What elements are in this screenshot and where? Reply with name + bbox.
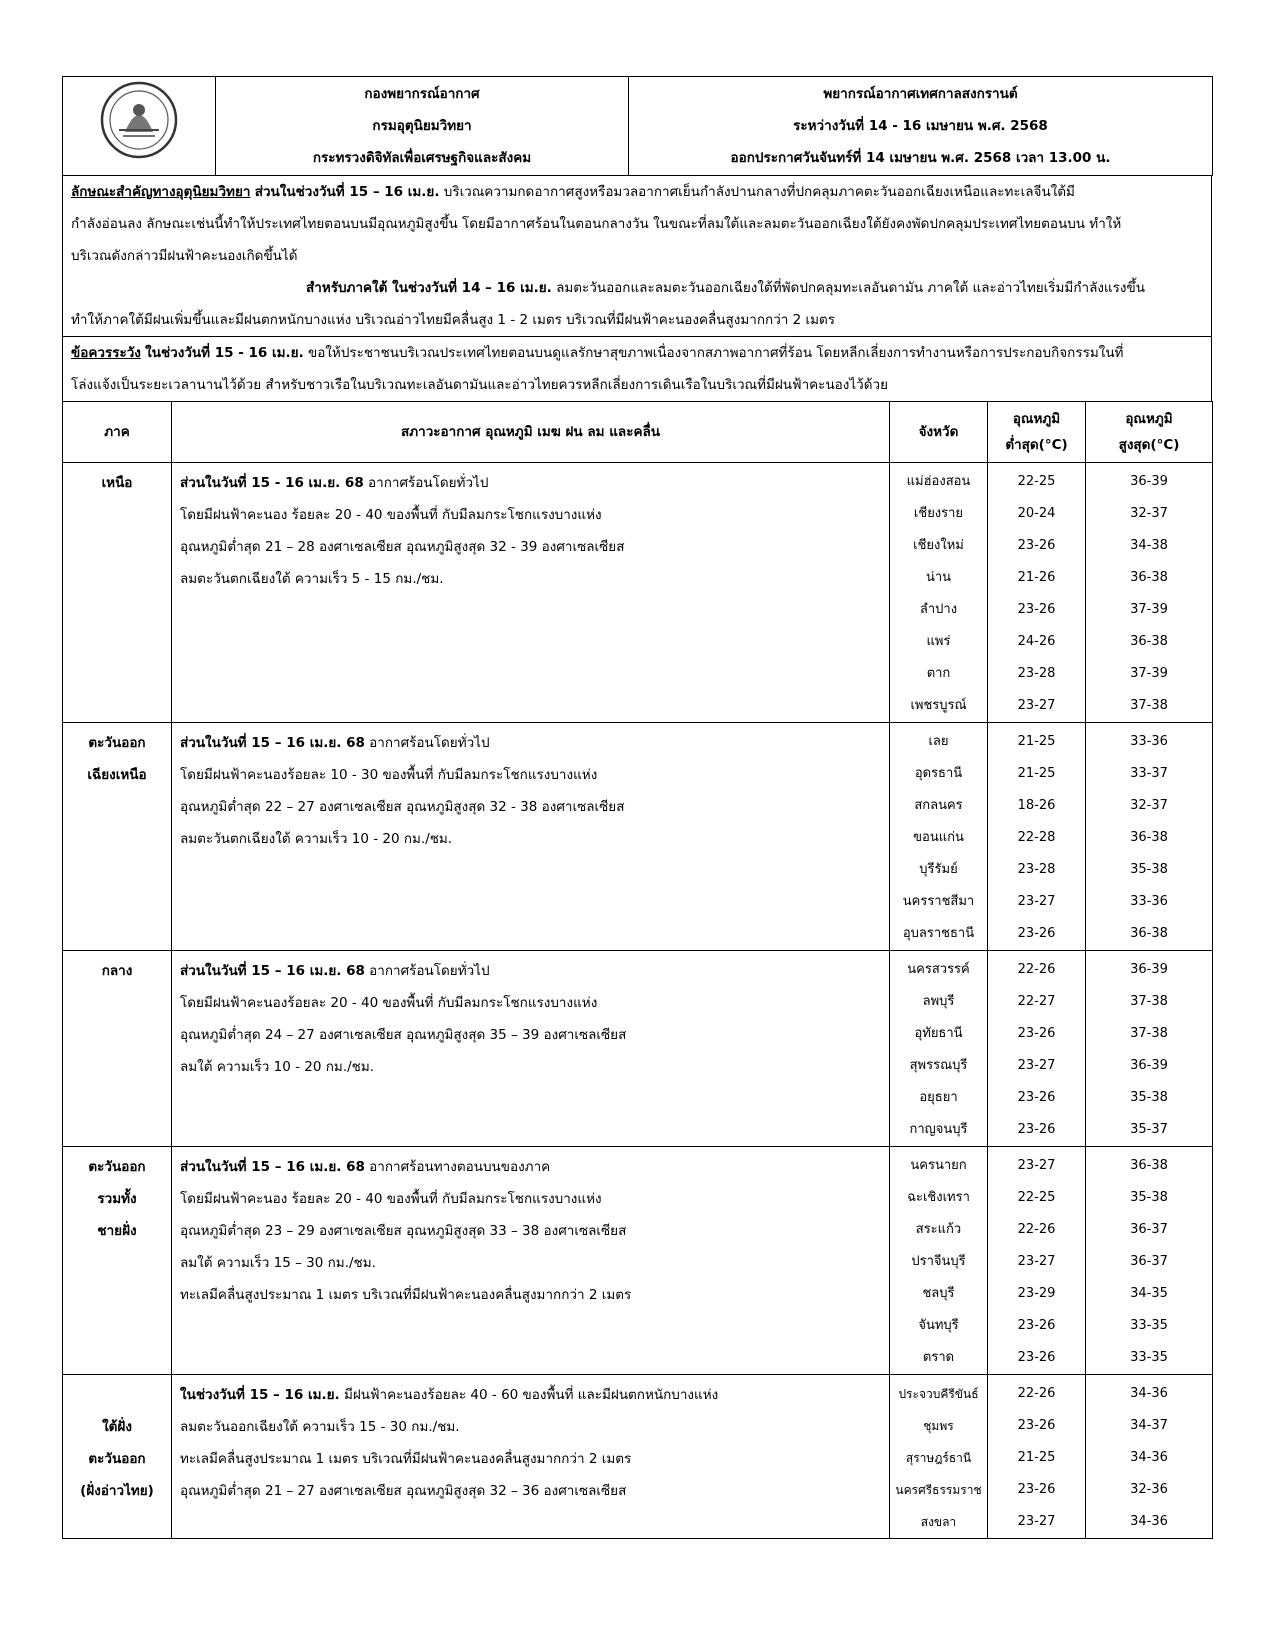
condition-line: อุณหภูมิต่ำสุด 24 – 27 องศาเซลเซียส อุณหภูมิสูงสุด 35 – 39 องศาเซลเซียส (180, 1027, 627, 1043)
region-row (63, 1147, 1213, 1375)
province-name: ประจวบคีรีขันธ์ (898, 1387, 979, 1401)
min-temp: 22-27 (1017, 994, 1056, 1009)
forecast-table (62, 401, 1213, 1539)
min-temp: 23-26 (1017, 1318, 1056, 1333)
province-name-cell (890, 951, 988, 1147)
south-text: ลมตะวันออกและลมตะวันออกเฉียงใต้ที่พัดปกคลุมทะเลอันดามัน ภาคใต้ และอ่าวไทยเริ่มมีกำลังแรงขึ้น (556, 280, 1145, 296)
condition-line: ลมใต้ ความเร็ว 15 – 30 กม./ชม. (180, 1255, 376, 1271)
condition-line: ลมตะวันออกเฉียงใต้ ความเร็ว 15 - 30 กม./ชม. (180, 1419, 460, 1435)
max-temp: 37-39 (1130, 602, 1168, 617)
region-name (63, 723, 172, 951)
min-temp: 23-27 (1017, 1514, 1056, 1529)
condition-line: ลมใต้ ความเร็ว 10 - 20 กม./ชม. (180, 1059, 375, 1075)
date-range: ระหว่างวันที่ 14 - 16 เมษายน พ.ศ. 2568 (793, 118, 1048, 134)
min-temp: 20-24 (1017, 506, 1056, 521)
max-temp: 36-39 (1130, 1058, 1168, 1073)
min-temp: 23-26 (1017, 1350, 1056, 1365)
condition-line: อุณหภูมิต่ำสุด 21 – 28 องศาเซลเซียส อุณหภูมิสูงสุด 32 - 39 องศาเซลเซียส (180, 539, 625, 555)
min-temp: 22-25 (1017, 1190, 1056, 1205)
max-temp: 32-36 (1130, 1482, 1168, 1497)
province-name: สระแก้ว (915, 1222, 962, 1237)
caution-label: ข้อควรระวัง (71, 345, 141, 361)
region-name (63, 1147, 172, 1375)
min-temp-header (988, 402, 1086, 463)
region-condition (172, 723, 890, 951)
department-name: กรมอุตุนิยมวิทยา (372, 118, 472, 134)
condition-lead: ส่วนในวันที่ 15 - 16 เม.ย. 68 (180, 475, 364, 491)
max-temp-header-line: อุณหภูมิ (1125, 411, 1173, 427)
min-temp-cell (988, 723, 1086, 951)
summary-lead: ส่วนในช่วงวันที่ 15 – 16 เม.ย. (254, 184, 440, 200)
min-temp: 21-25 (1017, 734, 1056, 749)
condition-line: อุณหภูมิต่ำสุด 23 – 29 องศาเซลเซียส อุณหภูมิสูงสุด 33 – 38 องศาเซลเซียส (180, 1223, 627, 1239)
province-name: กาญจนบุรี (909, 1122, 968, 1137)
province-name: เพชรบูรณ์ (910, 698, 967, 713)
region-name (63, 951, 172, 1147)
region-name-line: กลาง (101, 963, 133, 979)
province-name: ตราด (922, 1350, 955, 1365)
summary-section (63, 176, 1212, 337)
min-temp: 24-26 (1017, 634, 1056, 649)
region-condition (172, 1147, 890, 1375)
max-temp: 36-37 (1130, 1222, 1168, 1237)
province-name: ขอนแก่น (913, 830, 964, 845)
summary-table (62, 175, 1212, 402)
forecast-document (62, 76, 1212, 1539)
min-temp: 23-27 (1017, 1058, 1056, 1073)
max-temp: 34-36 (1130, 1386, 1168, 1401)
min-temp: 22-25 (1017, 474, 1056, 489)
min-temp: 23-26 (1017, 602, 1056, 617)
region-row (63, 951, 1213, 1147)
min-temp: 23-26 (1017, 1482, 1056, 1497)
min-temp: 23-28 (1017, 862, 1056, 877)
province-name-cell (890, 723, 988, 951)
max-temp: 37-38 (1130, 698, 1168, 713)
condition-line: โดยมีฝนฟ้าคะนองร้อยละ 20 - 40 ของพื้นที่ กับมีลมกระโชกแรงบางแห่ง (180, 995, 598, 1011)
min-temp: 23-29 (1017, 1286, 1056, 1301)
summary-text: กำลังอ่อนลง ลักษณะเช่นนี้ทำให้ประเทศไทยตอนบนมีอุณหภูมิสูงขึ้น โดยมีอากาศร้อนในตอนกลางวัน ในขณะที่ลมใต้และลมตะวันออกเฉียงใต้ยังคงพัดปกคลุมประเทศไทยตอนบน ทำให้ (71, 216, 1122, 232)
province-name: สกลนคร (914, 798, 963, 813)
issue-time: ออกประกาศวันจันทร์ที่ 14 เมษายน พ.ศ. 2568 เวลา 13.00 น. (730, 150, 1111, 166)
caution-lead: ในช่วงวันที่ 15 - 16 เม.ย. (145, 345, 304, 361)
caution-section (63, 337, 1212, 402)
max-temp-header-line: สูงสุด(°C) (1118, 437, 1180, 453)
province-name: นครนายก (910, 1158, 967, 1173)
condition-line: อุณหภูมิต่ำสุด 22 – 27 องศาเซลเซียส อุณหภูมิสูงสุด 32 - 38 องศาเซลเซียส (180, 799, 625, 815)
condition-line: ลมตะวันตกเฉียงใต้ ความเร็ว 10 - 20 กม./ชม. (180, 831, 453, 847)
condition-text: อากาศร้อนทางตอนบนของภาค (364, 1159, 551, 1175)
condition-line: อุณหภูมิต่ำสุด 21 – 27 องศาเซลเซียส อุณหภูมิสูงสุด 32 – 36 องศาเซลเซียส (180, 1483, 627, 1499)
max-temp: 36-37 (1130, 1254, 1168, 1269)
condition-line: ทะเลมีคลื่นสูงประมาณ 1 เมตร บริเวณที่มีฝนฟ้าคะนองคลื่นสูงมากกว่า 2 เมตร (180, 1451, 632, 1467)
summary-text: บริเวณความกดอากาศสูงหรือมวลอากาศเย็นกำลังปานกลางที่ปกคลุมภาคตะวันออกเฉียงเหนือและทะเลจีนใต้มี (443, 184, 1075, 200)
condition-line: โดยมีฝนฟ้าคะนอง ร้อยละ 20 - 40 ของพื้นที่ กับมีลมกระโชกแรงบางแห่ง (180, 507, 602, 523)
condition-header: สภาวะอากาศ อุณหภูมิ เมฆ ฝน ลม และคลื่น (172, 402, 890, 463)
min-temp: 23-27 (1017, 698, 1056, 713)
province-name: ปราจีนบุรี (911, 1254, 966, 1269)
province-name: น่าน (925, 570, 952, 585)
min-temp: 22-26 (1017, 1222, 1056, 1237)
max-temp: 36-39 (1130, 962, 1168, 977)
logo-cell (63, 77, 216, 176)
min-temp-header-line: ต่ำสุด(°C) (1005, 437, 1068, 453)
region-name-line: ชายฝั่ง (97, 1223, 137, 1239)
province-name: นครสวรรค์ (907, 962, 970, 977)
max-temp: 33-35 (1130, 1350, 1168, 1365)
province-name: จันทบุรี (918, 1318, 959, 1333)
province-name: ฉะเชิงเทรา (907, 1190, 970, 1205)
max-temp: 33-36 (1130, 894, 1168, 909)
province-name-cell (890, 1375, 988, 1539)
province-name: สุพรรณบุรี (909, 1058, 968, 1073)
table-header-row (63, 402, 1213, 463)
max-temp-header (1086, 402, 1213, 463)
province-name: แพร่ (926, 634, 951, 649)
max-temp-cell (1086, 1147, 1213, 1375)
province-name: บุรีรัมย์ (919, 862, 958, 877)
max-temp: 32-37 (1130, 798, 1168, 813)
min-temp-cell (988, 951, 1086, 1147)
max-temp: 36-39 (1130, 474, 1168, 489)
max-temp: 36-38 (1130, 1158, 1168, 1173)
min-temp: 21-25 (1017, 1450, 1056, 1465)
province-name-cell (890, 1147, 988, 1375)
province-name: นครราชสีมา (902, 894, 975, 909)
region-name (63, 1375, 172, 1539)
min-temp: 22-26 (1017, 962, 1056, 977)
max-temp: 36-38 (1130, 634, 1168, 649)
province-name: ชลบุรี (922, 1286, 955, 1301)
condition-lead: ในช่วงวันที่ 15 – 16 เม.ย. (180, 1387, 340, 1403)
max-temp: 34-35 (1130, 1286, 1168, 1301)
min-temp: 23-28 (1017, 666, 1056, 681)
province-name: เลย (928, 734, 949, 749)
min-temp-cell (988, 1147, 1086, 1375)
max-temp: 34-38 (1130, 538, 1168, 553)
condition-lead: ส่วนในวันที่ 15 – 16 เม.ย. 68 (180, 735, 365, 751)
min-temp: 23-27 (1017, 894, 1056, 909)
region-name-line: ใต้ฝั่ง (102, 1418, 132, 1435)
province-name: เชียงราย (913, 506, 964, 521)
organization-cell (216, 77, 629, 176)
min-temp-header-line: อุณหภูมิ (1012, 411, 1061, 427)
condition-line: ทะเลมีคลื่นสูงประมาณ 1 เมตร บริเวณที่มีฝนฟ้าคะนองคลื่นสูงมากกว่า 2 เมตร (180, 1287, 632, 1303)
min-temp-cell (988, 463, 1086, 723)
max-temp: 36-38 (1130, 830, 1168, 845)
max-temp: 35-38 (1130, 862, 1168, 877)
min-temp: 23-26 (1017, 1122, 1056, 1137)
tmd-logo-icon (99, 80, 179, 160)
region-name-line: ตะวันออก (88, 735, 146, 751)
province-name: ชุมพร (923, 1419, 954, 1433)
min-temp: 21-25 (1017, 766, 1056, 781)
province-name: อุดรธานี (914, 766, 963, 781)
max-temp: 33-35 (1130, 1318, 1168, 1333)
min-temp: 23-26 (1017, 926, 1056, 941)
province-name: เชียงใหม่ (913, 538, 964, 553)
min-temp: 23-27 (1017, 1158, 1056, 1173)
region-name-line: ตะวันออก (88, 1159, 146, 1175)
max-temp: 37-38 (1130, 1026, 1168, 1041)
caution-text: ขอให้ประชาชนบริเวณประเทศไทยตอนบนดูแลรักษาสุขภาพเนื่องจากสภาพอากาศที่ร้อน โดยหลีกเลี่ยงการทำงานหรือการประกอบกิจกรรมในที่ (308, 345, 1124, 361)
region-row (63, 1375, 1213, 1539)
max-temp: 34-37 (1130, 1418, 1168, 1433)
max-temp: 35-38 (1130, 1190, 1168, 1205)
province-name: แม่ฮ่องสอน (906, 474, 971, 489)
ministry-name: กระทรวงดิจิทัลเพื่อเศรษฐกิจและสังคม (312, 150, 532, 166)
province-name: อุบลราชธานี (902, 926, 975, 941)
max-temp: 34-36 (1130, 1514, 1168, 1529)
max-temp: 33-36 (1130, 734, 1168, 749)
min-temp: 22-26 (1017, 1386, 1056, 1401)
region-condition (172, 951, 890, 1147)
min-temp: 23-26 (1017, 1026, 1056, 1041)
province-name: ลำปาง (919, 602, 958, 617)
max-temp: 37-39 (1130, 666, 1168, 681)
region-name-line: รวมทั้ง (97, 1191, 137, 1207)
min-temp: 23-26 (1017, 538, 1056, 553)
max-temp: 32-37 (1130, 506, 1168, 521)
min-temp-cell (988, 1375, 1086, 1539)
max-temp: 35-38 (1130, 1090, 1168, 1105)
region-row (63, 463, 1213, 723)
region-header: ภาค (63, 402, 172, 463)
max-temp: 36-38 (1130, 570, 1168, 585)
province-name: สงขลา (920, 1515, 957, 1529)
region-row (63, 723, 1213, 951)
province-header: จังหวัด (890, 402, 988, 463)
condition-text: อากาศร้อนโดยทั่วไป (364, 735, 490, 751)
min-temp: 22-28 (1017, 830, 1056, 845)
region-condition (172, 463, 890, 723)
south-text: ทำให้ภาคใต้มีฝนเพิ่มขึ้นและมีฝนตกหนักบางแห่ง บริเวณอ่าวไทยมีคลื่นสูง 1 - 2 เมตร บริเวณที่มีฝนฟ้าคะนองคลื่นสูงมากกว่า 2 เมตร (71, 312, 836, 328)
max-temp: 37-38 (1130, 994, 1168, 1009)
min-temp: 18-26 (1017, 798, 1056, 813)
region-name-line: เหนือ (101, 475, 133, 491)
min-temp: 23-26 (1017, 1418, 1056, 1433)
province-name: นครศรีธรรมราช (895, 1483, 982, 1497)
max-temp-cell (1086, 951, 1213, 1147)
region-name-line: (ฝั่งอ่าวไทย) (80, 1482, 154, 1499)
caution-text: โล่งแจ้งเป็นระยะเวลานานไว้ด้วย สำหรับชาวเรือในบริเวณทะเลอันดามันและอ่าวไทยควรหลีกเลี่ยงการเดินเรือในบริเวณที่มีฝนฟ้าคะนองไว้ด้วย (71, 377, 888, 393)
org-name: กองพยากรณ์อากาศ (364, 86, 480, 102)
max-temp-cell (1086, 1375, 1213, 1539)
min-temp: 23-27 (1017, 1254, 1056, 1269)
region-condition (172, 1375, 890, 1539)
province-name: ลพบุรี (922, 994, 955, 1009)
province-name: อุทัยธานี (914, 1026, 963, 1041)
max-temp: 35-37 (1130, 1122, 1168, 1137)
condition-text: มีฝนฟ้าคะนองร้อยละ 40 - 60 ของพื้นที่ และมีฝนตกหนักบางแห่ง (339, 1387, 719, 1403)
condition-line: ลมตะวันตกเฉียงใต้ ความเร็ว 5 - 15 กม./ชม. (180, 571, 444, 587)
summary-text: บริเวณดังกล่าวมีฝนฟ้าคะนองเกิดขึ้นได้ (71, 248, 298, 264)
title-cell (629, 77, 1213, 176)
max-temp: 33-37 (1130, 766, 1168, 781)
header-table (62, 76, 1213, 176)
south-lead: สำหรับภาคใต้ ในช่วงวันที่ 14 – 16 เม.ย. (306, 280, 552, 296)
min-temp: 23-26 (1017, 1090, 1056, 1105)
province-name: สุราษฎร์ธานี (905, 1451, 972, 1465)
condition-text: อากาศร้อนโดยทั่วไป (363, 475, 489, 491)
province-name-cell (890, 463, 988, 723)
condition-line: โดยมีฝนฟ้าคะนองร้อยละ 10 - 30 ของพื้นที่ กับมีลมกระโชกแรงบางแห่ง (180, 767, 598, 783)
min-temp: 21-26 (1017, 570, 1056, 585)
condition-lead: ส่วนในวันที่ 15 – 16 เม.ย. 68 (180, 963, 365, 979)
condition-line: โดยมีฝนฟ้าคะนอง ร้อยละ 20 - 40 ของพื้นที่ กับมีลมกระโชกแรงบางแห่ง (180, 1191, 602, 1207)
summary-label: ลักษณะสำคัญทางอุตุนิยมวิทยา (71, 184, 251, 200)
max-temp: 36-38 (1130, 926, 1168, 941)
condition-text: อากาศร้อนโดยทั่วไป (364, 963, 490, 979)
max-temp-cell (1086, 463, 1213, 723)
max-temp-cell (1086, 723, 1213, 951)
condition-lead: ส่วนในวันที่ 15 – 16 เม.ย. 68 (180, 1159, 365, 1175)
region-name (63, 463, 172, 723)
region-name-line: ตะวันออก (88, 1450, 146, 1467)
province-name: ตาก (926, 666, 951, 681)
document-title: พยากรณ์อากาศเทศกาลสงกรานต์ (823, 86, 1018, 102)
max-temp: 34-36 (1130, 1450, 1168, 1465)
region-name-line: เฉียงเหนือ (87, 767, 147, 783)
province-name: อยุธยา (919, 1090, 958, 1105)
